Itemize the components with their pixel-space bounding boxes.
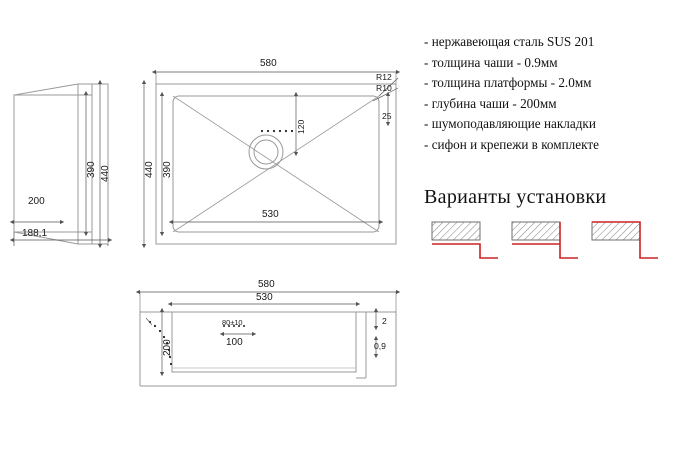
bowl-thickness-label: 0,9 [374, 341, 386, 351]
spec-item: - глубина чаши - 200мм [424, 95, 557, 111]
front-inner-width-label: 530 [256, 292, 273, 303]
variants-title: Варианты установки [424, 186, 607, 208]
variant-1 [432, 222, 498, 258]
side-depth-label: 390 [86, 161, 97, 178]
platform-thickness-label: 2 [382, 316, 387, 326]
variant-3 [592, 222, 658, 258]
front-view-dimensions [140, 292, 396, 372]
spec-item: - сифон и крепежи в комплекте [424, 136, 599, 152]
radius-inner-label: R10 [376, 83, 392, 93]
variant-2 [512, 222, 578, 258]
front-bottom-label: 100 [226, 337, 243, 348]
front-outer-width-label: 580 [258, 279, 275, 290]
top-inner-height-label: 390 [162, 161, 173, 178]
specification-list [424, 32, 696, 156]
top-outer-height-label: 440 [144, 161, 155, 178]
spec-item: - толщина чаши - 0.9мм [424, 54, 558, 70]
spec-item: - нержавеющая сталь SUS 201 [424, 34, 595, 49]
front-view-geometry [140, 312, 396, 386]
radius-outer-label: R12 [376, 72, 392, 82]
spec-item: - шумоподавляющие накладки [424, 116, 596, 132]
spec-item: - толщина платформы - 2.0мм [424, 75, 592, 91]
top-edge-offset-label: 25 [382, 111, 392, 121]
front-inner-top-label: 80±10 [222, 318, 243, 327]
top-drain-offset-label: 120 [296, 119, 306, 134]
side-base-label: 188,1 [22, 228, 48, 239]
side-width-label: 200 [28, 196, 45, 207]
top-outer-width-label: 580 [260, 58, 277, 69]
front-depth-label: 200 [162, 339, 173, 356]
top-inner-width-label: 530 [262, 209, 279, 220]
side-height-label: 440 [100, 165, 111, 182]
